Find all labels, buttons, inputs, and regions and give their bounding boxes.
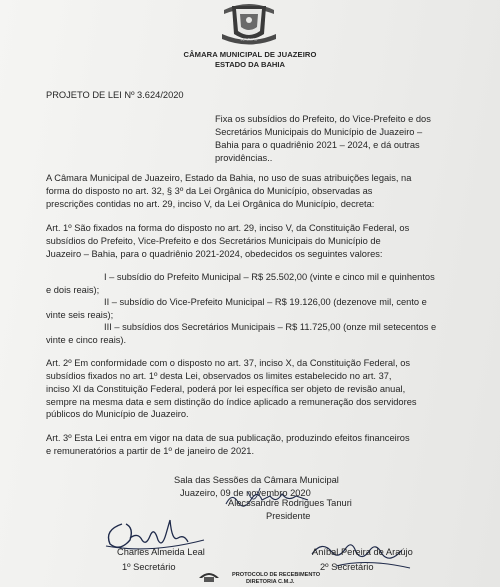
item-line: II – subsídio do Vice-Prefeito Municipal – R$ 19.126,00 (dezenove mil, cento e (104, 297, 427, 307)
article-1-line: Art. 1º São fixados na forma do disposto no art. 29, inciso V, da Constituição Federal, os (46, 223, 410, 233)
item-line: I – subsídio do Prefeito Municipal – R$ 25.502,00 (vinte e cinco mil e quinhentos (104, 272, 435, 282)
stamp-protocol-text: PROTOCOLO DE RECEBIMENTO (232, 572, 321, 578)
article-3-line: Art. 3º Esta Lei entra em vigor na data de sua publicação, produzindo efeitos financeiros (46, 433, 410, 443)
summary-line: providências.. (215, 153, 273, 163)
svg-text:JUAZEIRO: JUAZEIRO (240, 37, 258, 42)
stamp-directorate-text: DIRETORIA C.M.J. (246, 579, 295, 585)
chamber-name: CÂMARA MUNICIPAL DE JUAZEIRO (183, 50, 317, 59)
article-3-line: e remuneratórios a partir de 1º de janeiro de 2021. (46, 446, 255, 456)
item-line: III – subsídios dos Secretários Municipais – R$ 11.725,00 (onze mil setecentos e (104, 322, 437, 332)
article-2-line: subsídios fixados no art. 1º desta Lei, observados os limites estabelecido no art. 37, (46, 371, 392, 381)
summary-line: Bahia para o quadriênio 2021 – 2024, e dá outras (215, 140, 420, 150)
preamble-line: A Câmara Municipal de Juazeiro, Estado da Bahia, no uso de suas atribuições legais, na (46, 173, 412, 183)
preamble-line: forma do disposto no art. 32, § 3º da Lei Orgânica do Município, observadas as (46, 186, 373, 196)
bill-number: PROJETO DE LEI Nº 3.624/2020 (46, 90, 184, 100)
session-hall-line: Sala das Sessões da Câmara Municipal (174, 475, 339, 485)
first-secretary-name: Charles Almeida Leal (117, 547, 205, 557)
item-line: vinte e cinco reais). (46, 335, 127, 345)
item-line: vinte seis reais); (46, 310, 114, 320)
second-secretary-role: 2º Secretário (320, 562, 374, 572)
date-line: Juazeiro, 09 de novembro 2020 (180, 488, 311, 498)
first-secretary-role: 1º Secretário (122, 562, 176, 572)
summary-line: Secretários Municipais do Município de Juazeiro – (215, 127, 423, 137)
article-1-line: Juazeiro – Bahia, para o quadriênio 2021-2024, obedecidos os seguintes valores: (46, 249, 383, 259)
state-name: ESTADO DA BAHIA (214, 60, 286, 69)
article-2-line: inciso XI da Constituição Federal, poderá por lei específica ser objeto de revisão anual, (46, 384, 406, 394)
second-secretary-name: Aníbal Pereira de Araújo (312, 547, 413, 557)
president-role: Presidente (266, 511, 311, 521)
item-line: e dois reais); (46, 285, 100, 295)
stamp-seal-icon (196, 568, 222, 584)
president-name: Alecssandre Rodrigues Tanuri (228, 498, 352, 508)
summary-line: Fixa os subsídios do Prefeito, do Vice-Prefeito e dos (215, 114, 431, 124)
city-seal-logo (218, 0, 280, 46)
article-1-line: subsídios do Prefeito, Vice-Prefeito e dos Secretários Municipais do Município de (46, 236, 381, 246)
article-2-line: sempre na mesma data e sem distinção do índice aplicado a remuneração dos servidores (46, 397, 417, 407)
article-2-line: Art. 2º Em conformidade com o disposto no art. 37, inciso X, da Constituição Federal, os (46, 358, 411, 368)
preamble-line: prescrições contidas no art. 29, inciso V, da Lei Orgânica do Município, decreta: (46, 199, 375, 209)
article-2-line: públicos do Município de Juazeiro. (46, 409, 189, 419)
